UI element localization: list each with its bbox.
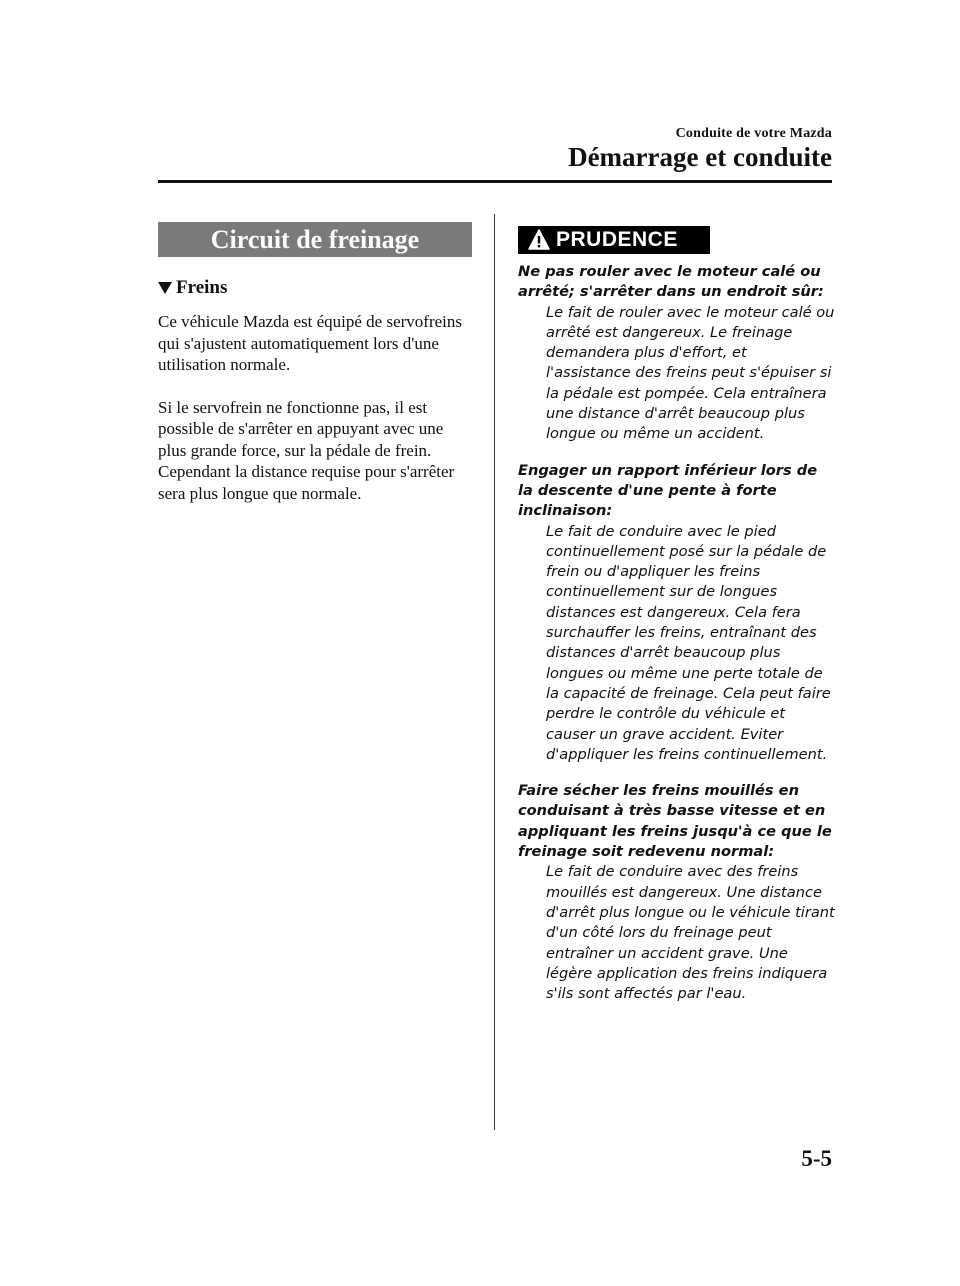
caution-item [518, 781, 836, 1004]
column-divider [494, 214, 495, 1130]
subheading [158, 277, 472, 299]
caution-list [518, 262, 836, 1004]
page-number: 5-5 [801, 1146, 832, 1171]
caution-label: PRUDENCE [556, 228, 678, 251]
header-section-title: Démarrage et conduite [568, 142, 832, 172]
paragraph: Si le servofrein ne fonctionne pas, il est possible de s'arrêter en appuyant avec une plus grande force, sur la pédale de frein. Cependant la distance requise pour s'arrêter sera plus longue que normale. [158, 397, 455, 503]
caution-heading: Engager un rapport inférieur lors de la descente d'une pente à forte inclinaison: [518, 461, 818, 520]
caution-body: Le fait de conduire avec des freins mouillés est dangereux. Une distance d'arrêt plus longue ou le véhicule tirant d'un côté lors du freinage peut entraîner un accident grave. Une légère application des freins indiquera s'ils sont affectés par l'eau. [546, 863, 835, 1003]
caution-banner [518, 226, 710, 254]
caution-item [518, 262, 836, 445]
caution-item [518, 461, 836, 765]
triangle-down-icon [158, 282, 172, 294]
section-title-bar: Circuit de freinage [158, 222, 472, 257]
header-rule [158, 180, 832, 183]
paragraph: Ce véhicule Mazda est équipé de servofreins qui s'ajustent automatiquement lors d'une utilisation normale. [158, 312, 462, 374]
caution-heading: Ne pas rouler avec le moteur calé ou arrêté; s'arrêter dans un endroit sûr: [518, 263, 824, 301]
left-column [158, 222, 472, 504]
warning-triangle-icon [528, 229, 550, 251]
right-column [518, 226, 836, 1020]
subheading-label: Freins [176, 277, 228, 298]
header-chapter: Conduite de votre Mazda [675, 126, 832, 141]
caution-heading: Faire sécher les freins mouillés en conduisant à très basse vitesse et en appliquant les freins jusqu'à ce que le freinage soit redevenu normal: [518, 782, 832, 861]
caution-body: Le fait de conduire avec le pied continuellement posé sur la pédale de frein ou d'appliquer les freins continuellement sur de longues distances est dangereux. Cela fera surchauffer les freins, entraînant des distances d'arrêt beaucoup plus longues ou même une perte totale de la capacité de freinage. Cela peut faire perdre le contrôle du véhicule et causer un grave accident. Eviter d'appliquer les freins continuellement. [546, 522, 831, 763]
caution-body: Le fait de rouler avec le moteur calé ou arrêté est dangereux. Le freinage demandera plus d'effort, et l'assistance des freins peut s'épuiser si la pédale est pompée. Cela entraînera une distance d'arrêt beaucoup plus longue ou même un accident. [546, 303, 835, 443]
